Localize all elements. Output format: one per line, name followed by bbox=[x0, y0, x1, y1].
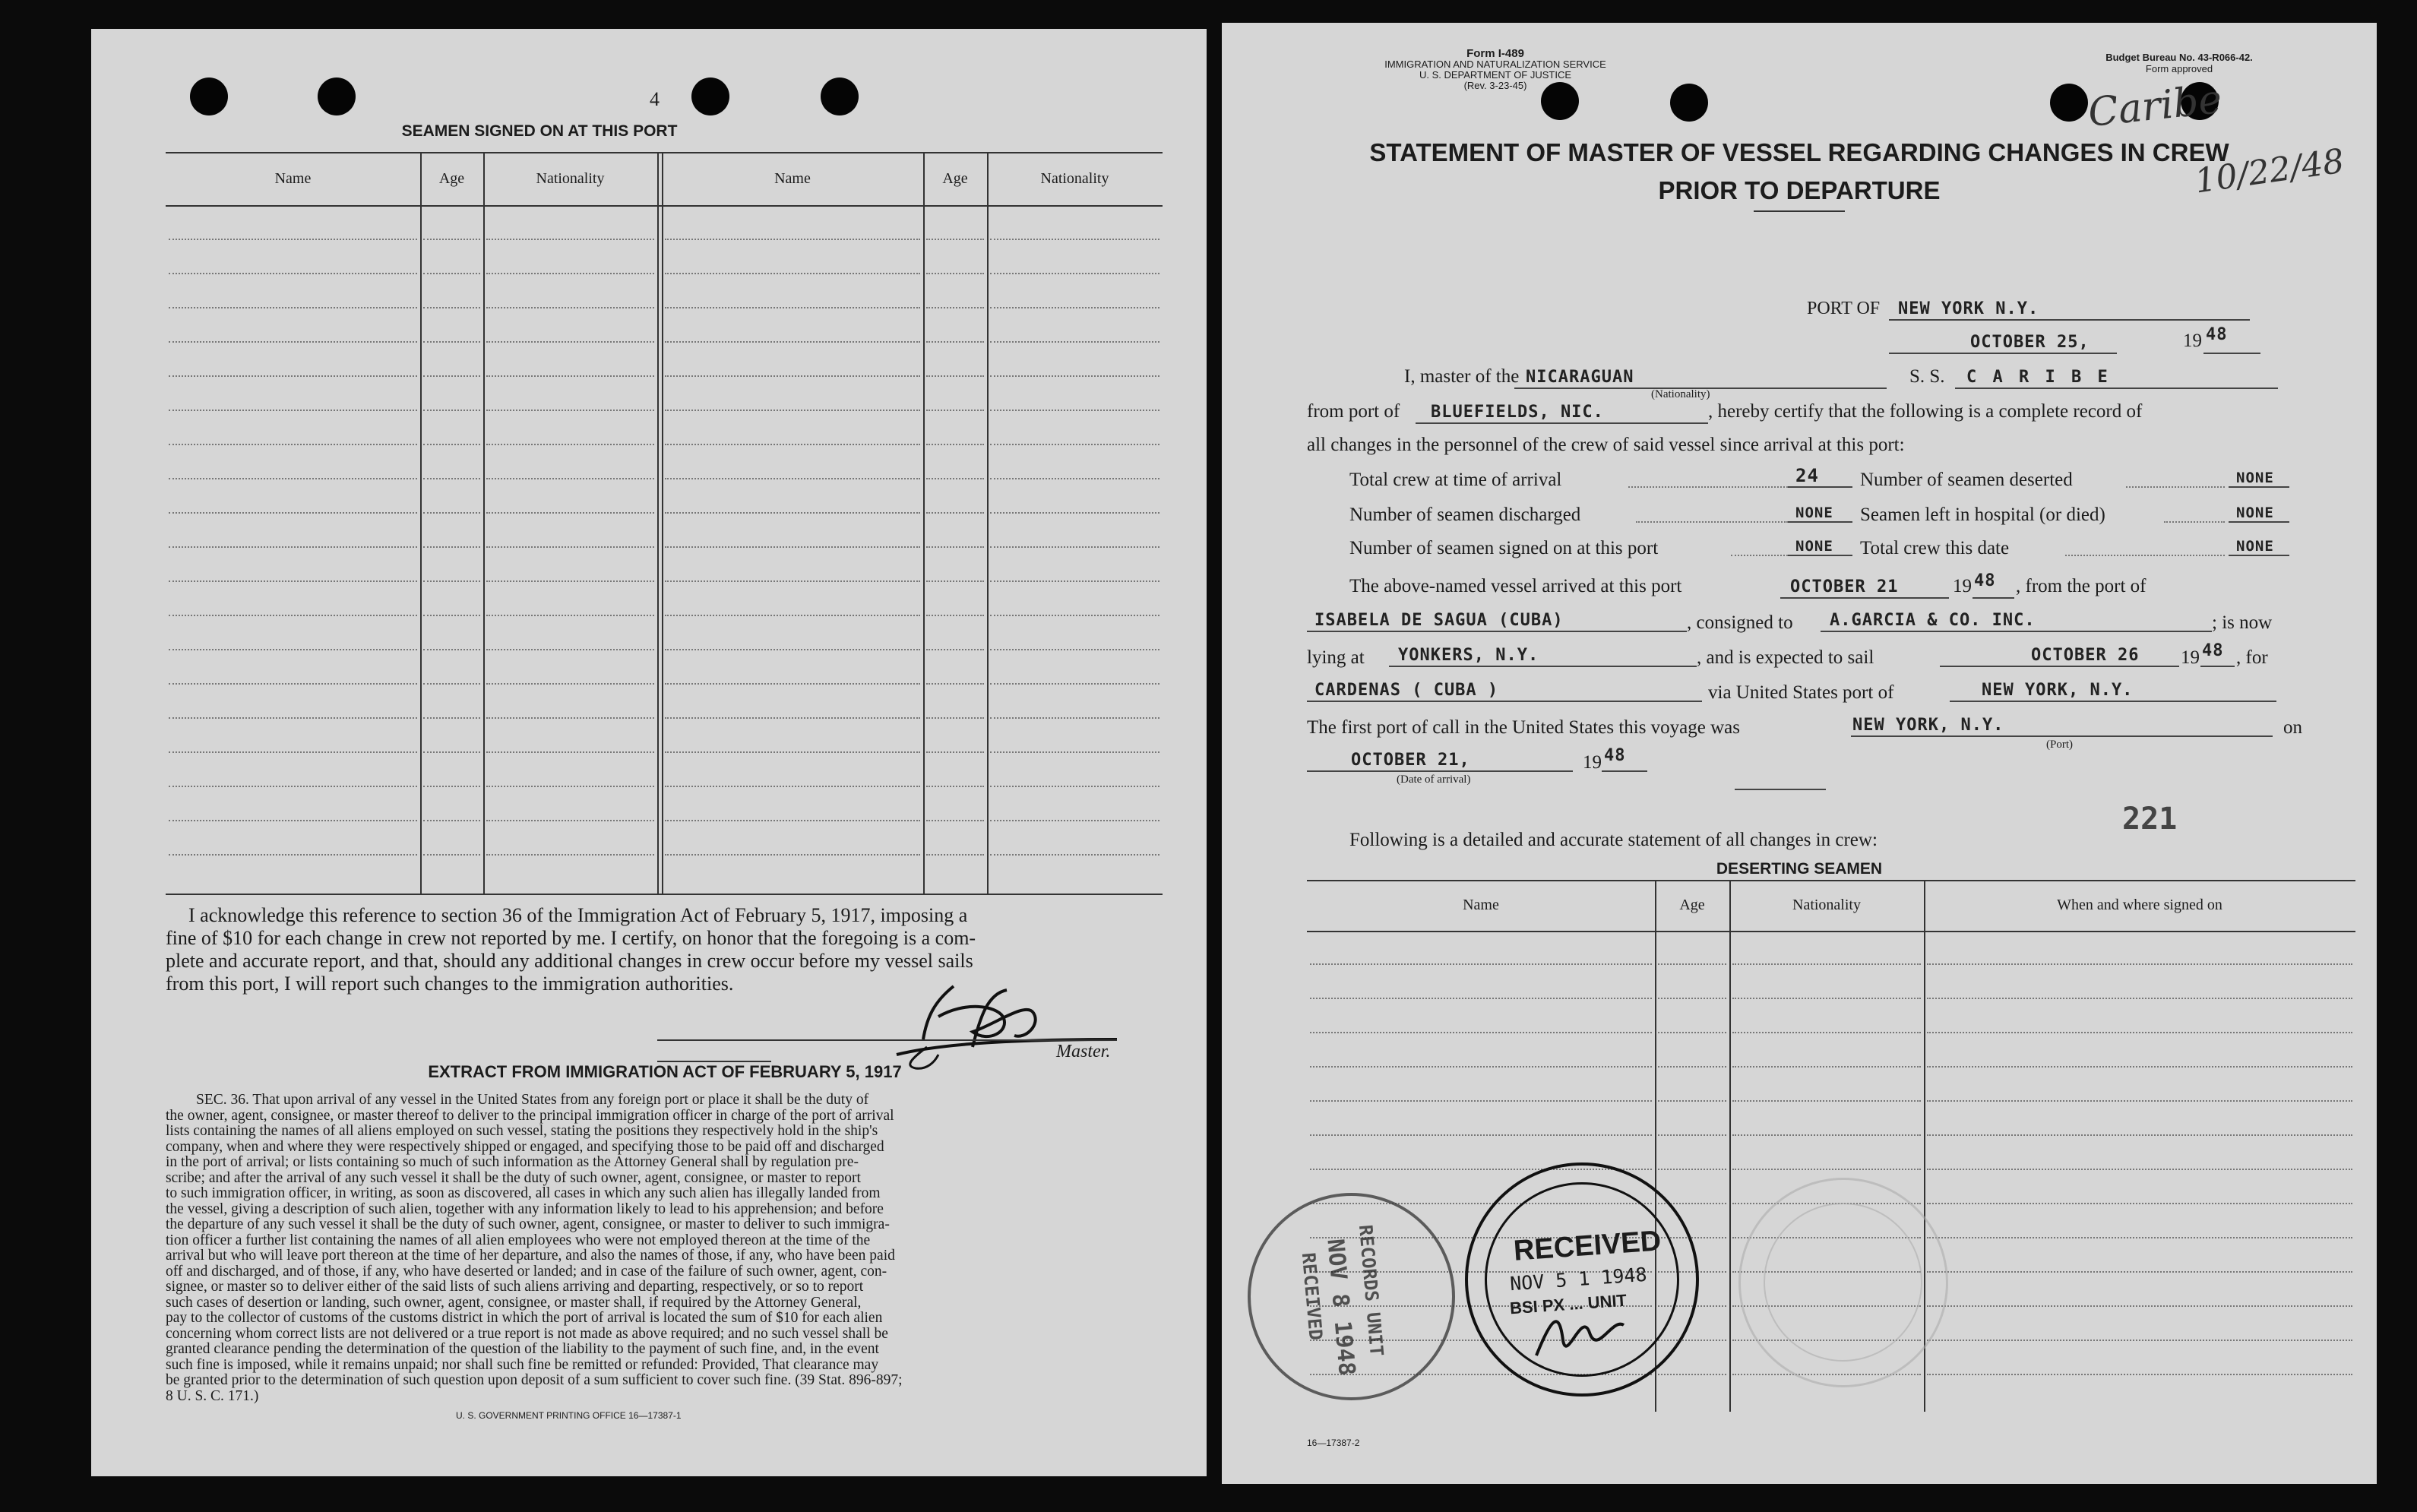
sail-value: OCTOBER 26 bbox=[2031, 646, 2140, 665]
table-row bbox=[486, 239, 654, 240]
table-row bbox=[990, 615, 1159, 616]
table-row bbox=[990, 307, 1159, 308]
nationality-caption: (Nationality) bbox=[1651, 388, 1710, 400]
table-row bbox=[665, 410, 920, 411]
table-row bbox=[169, 341, 417, 343]
table-row bbox=[926, 478, 984, 479]
table-row bbox=[926, 546, 984, 548]
extract-line: company, when and where they were respectively shipped or engaged, and specifying those to be paid off and discharged bbox=[166, 1138, 884, 1155]
table-row bbox=[1658, 1100, 1726, 1102]
first-port-value: NEW YORK, N.Y. bbox=[1852, 716, 2004, 735]
table-row bbox=[169, 751, 417, 753]
table-row bbox=[926, 239, 984, 240]
table-row bbox=[926, 786, 984, 787]
table-row bbox=[1732, 998, 1921, 999]
table-row bbox=[1927, 998, 2352, 999]
table-row bbox=[1927, 1305, 2352, 1307]
faint-stamp bbox=[1738, 1178, 1948, 1387]
extract-line: arrival but who will leave port thereon at the time of her departure, and also the names of those, if any, who have been paid bbox=[166, 1248, 895, 1264]
table-row bbox=[169, 375, 417, 377]
table-row bbox=[990, 786, 1159, 787]
table-row bbox=[169, 444, 417, 445]
form-title-2: PRIOR TO DEPARTURE bbox=[1658, 176, 1941, 204]
table-row bbox=[1658, 998, 1726, 999]
table-row bbox=[926, 717, 984, 719]
col-header-name: Name bbox=[274, 170, 312, 187]
records-stamp: RECORDS UNIT NOV 8 1948 RECEIVED bbox=[1248, 1193, 1455, 1400]
table-row bbox=[169, 649, 417, 650]
table-row bbox=[423, 751, 480, 753]
table-row bbox=[990, 546, 1159, 548]
table-row bbox=[665, 683, 920, 685]
table-row bbox=[1310, 1100, 1652, 1102]
stat-value: NONE bbox=[2236, 470, 2274, 486]
table-row bbox=[1927, 1169, 2352, 1170]
table-row bbox=[1310, 998, 1652, 999]
table-row bbox=[926, 273, 984, 274]
table-row bbox=[1310, 1032, 1652, 1033]
table-row bbox=[423, 410, 480, 411]
certify-text: , hereby certify that the following is a complete record of bbox=[1708, 401, 2143, 422]
table-row bbox=[665, 820, 920, 821]
consigned-label: , consigned to bbox=[1687, 612, 1793, 633]
extract-line: be granted prior to the determination of such question upon deposit of a sum sufficient to cover such fine. (39 Stat. 896-897; bbox=[166, 1372, 903, 1388]
date-caption: (Date of arrival) bbox=[1397, 773, 1471, 786]
table-row bbox=[1658, 1066, 1726, 1068]
table-row bbox=[926, 751, 984, 753]
table-row bbox=[1732, 1169, 1921, 1170]
arrived-label: The above-named vessel arrived at this port bbox=[1349, 576, 1682, 596]
table-row bbox=[990, 410, 1159, 411]
table-row bbox=[926, 410, 984, 411]
from-the-port-of: , from the port of bbox=[2016, 576, 2147, 596]
table-row bbox=[486, 854, 654, 856]
year-prefix: 19 bbox=[1583, 752, 1602, 773]
table-row bbox=[990, 683, 1159, 685]
stat-label: Number of seamen discharged bbox=[1349, 505, 1581, 525]
table-row bbox=[1927, 1374, 2352, 1375]
certify-text-2: all changes in the personnel of the crew of said vessel since arrival at this port: bbox=[1307, 435, 1905, 455]
table-row bbox=[486, 375, 654, 377]
is-now: ; is now bbox=[2212, 612, 2273, 633]
table-row bbox=[990, 854, 1159, 856]
master-of-label: I, master of the bbox=[1404, 366, 1520, 387]
table-row bbox=[169, 512, 417, 514]
table-row bbox=[665, 239, 920, 240]
table-row bbox=[486, 341, 654, 343]
table-row bbox=[486, 751, 654, 753]
year-prefix: 19 bbox=[2183, 331, 2202, 351]
arrived-year: 48 bbox=[1974, 571, 1996, 590]
table-row bbox=[1732, 1100, 1921, 1102]
extract-line: SEC. 36. That upon arrival of any vessel in the United States from any foreign port or place it shall be the duty of bbox=[196, 1092, 869, 1108]
punch-hole bbox=[2050, 84, 2088, 122]
table-row bbox=[1658, 1169, 1726, 1170]
first-port-label: The first port of call in the United States this voyage was bbox=[1307, 717, 1741, 738]
arrived-value: OCTOBER 21 bbox=[1790, 577, 1899, 596]
table-row bbox=[486, 649, 654, 650]
ship-value: C A R I B E bbox=[1966, 368, 2111, 387]
table-row bbox=[169, 273, 417, 274]
extract-line: the departure of any such vessel it shall be the duty of such owner, agent, consignee, or master to deliver to such immigra- bbox=[166, 1216, 890, 1232]
table-row bbox=[990, 273, 1159, 274]
table-row bbox=[926, 854, 984, 856]
table-row bbox=[1927, 1271, 2352, 1273]
extract-line: such cases of desertion or landing, such owner, agent, consignee, or master shall, if required by the Attorney General, bbox=[166, 1294, 862, 1311]
table-row bbox=[423, 444, 480, 445]
table-row bbox=[926, 580, 984, 582]
table-row bbox=[423, 683, 480, 685]
first-date-year: 48 bbox=[1604, 746, 1626, 765]
page-number: 4 bbox=[650, 88, 660, 110]
table-row bbox=[665, 341, 920, 343]
ss-label: S. S. bbox=[1909, 366, 1945, 387]
punch-hole bbox=[1670, 84, 1708, 122]
table-row bbox=[665, 546, 920, 548]
date-value: OCTOBER 25, bbox=[1970, 333, 2090, 352]
table-row bbox=[486, 273, 654, 274]
expected-label: , and is expected to sail bbox=[1697, 647, 1874, 668]
table-row bbox=[423, 478, 480, 479]
table-row bbox=[665, 717, 920, 719]
table-row bbox=[665, 649, 920, 650]
handwritten-note: Caribe bbox=[2086, 76, 2224, 137]
first-date-value: OCTOBER 21, bbox=[1351, 751, 1470, 770]
extract-line: pay to the collector of customs of the customs district in which the port of arrival is located the sum of $10 for each alien bbox=[166, 1310, 883, 1326]
extract-text bbox=[166, 1093, 1169, 1404]
punch-hole bbox=[821, 77, 859, 115]
table-row bbox=[1310, 963, 1652, 965]
extract-line: such fine is imposed, while it remains unpaid; nor shall such fine be remitted or refunded: Provided, That clearance may bbox=[166, 1356, 879, 1373]
extract-line: 8 U. S. C. 171.) bbox=[166, 1387, 259, 1404]
stat-label: Number of seamen deserted bbox=[1860, 470, 2073, 490]
col-header-age: Age bbox=[438, 170, 465, 187]
table-row bbox=[423, 341, 480, 343]
punch-hole bbox=[318, 77, 356, 115]
table-row bbox=[990, 341, 1159, 343]
table-row bbox=[990, 751, 1159, 753]
stat-label: Number of seamen signed on at this port bbox=[1349, 538, 1659, 558]
table-row bbox=[486, 683, 654, 685]
port-value: NEW YORK N.Y. bbox=[1898, 299, 2039, 318]
table-row bbox=[1927, 1237, 2352, 1238]
from-port-label: from port of bbox=[1307, 401, 1400, 422]
extract-line: off and discharged, and of those, if any, who have deserted or landed; and in case of the failure of such owner, agent, con- bbox=[166, 1263, 887, 1280]
table-row bbox=[1927, 1066, 2352, 1068]
table-row bbox=[926, 683, 984, 685]
extract-title: EXTRACT FROM IMMIGRATION ACT OF FEBRUARY 5, 1917 bbox=[428, 1062, 902, 1081]
extract-line: concerning whom correct lists are not delivered or a true report is not made as above required; and no such vessel shall be bbox=[166, 1325, 888, 1342]
extract-line: the vessel, giving a description of such alien, together with any information likely to lead to his apprehension; and before bbox=[166, 1200, 884, 1217]
table-row bbox=[423, 375, 480, 377]
destination-value: CARDENAS ( CUBA ) bbox=[1314, 681, 1499, 700]
col-header-nationality: Nationality bbox=[1792, 897, 1861, 913]
col-header-name: Name bbox=[774, 170, 811, 187]
origin-value: ISABELA DE SAGUA (CUBA) bbox=[1314, 611, 1564, 630]
table-row bbox=[486, 478, 654, 479]
col-header-nationality: Nationality bbox=[1040, 170, 1109, 187]
printer-line: 16—17387-2 bbox=[1307, 1438, 1360, 1448]
table-row bbox=[169, 580, 417, 582]
table-row bbox=[423, 546, 480, 548]
table-row bbox=[169, 683, 417, 685]
table-row bbox=[1732, 1032, 1921, 1033]
col-header-age: Age bbox=[1679, 897, 1705, 913]
table-row bbox=[486, 820, 654, 821]
deserting-title: DESERTING SEAMEN bbox=[1716, 860, 1883, 878]
table-row bbox=[423, 854, 480, 856]
table-row bbox=[486, 410, 654, 411]
year-prefix: 19 bbox=[2181, 647, 2200, 668]
punch-hole bbox=[190, 77, 228, 115]
table-row bbox=[486, 307, 654, 308]
table-row bbox=[423, 649, 480, 650]
table-row bbox=[423, 273, 480, 274]
table-row bbox=[486, 512, 654, 514]
port-caption: (Port) bbox=[2046, 739, 2073, 751]
form-title: STATEMENT OF MASTER OF VESSEL REGARDING CHANGES IN CREW bbox=[1369, 138, 2229, 166]
stamp-number: 221 bbox=[2122, 802, 2178, 837]
table-row bbox=[423, 580, 480, 582]
table-row bbox=[1927, 1340, 2352, 1341]
table-row bbox=[1927, 1032, 2352, 1033]
extract-line: signee, or master so to deliver either of the said lists of such aliens arriving and departing, respectively, or so to report bbox=[166, 1279, 864, 1295]
col-header-nationality: Nationality bbox=[536, 170, 605, 187]
table-row bbox=[990, 649, 1159, 650]
stat-value: 24 bbox=[1795, 465, 1819, 486]
stat-label: Total crew at time of arrival bbox=[1349, 470, 1562, 490]
table-row bbox=[665, 854, 920, 856]
table-row bbox=[990, 820, 1159, 821]
table-row bbox=[665, 273, 920, 274]
budget-bureau: Budget Bureau No. 43-R066-42. Form approved bbox=[2105, 52, 2253, 74]
table-row bbox=[423, 239, 480, 240]
year-prefix: 19 bbox=[1953, 576, 1972, 596]
col-header-name: Name bbox=[1463, 897, 1499, 913]
table-row bbox=[486, 444, 654, 445]
table-row bbox=[926, 444, 984, 445]
table-row bbox=[665, 580, 920, 582]
table-row bbox=[665, 307, 920, 308]
table-row bbox=[1732, 963, 1921, 965]
col-header-age: Age bbox=[942, 170, 968, 187]
extract-line: the owner, agent, consignee, or master thereof to deliver to the principal immigration officer in charge of the port of arrival bbox=[166, 1107, 894, 1124]
table-row bbox=[169, 820, 417, 821]
table-row bbox=[486, 615, 654, 616]
table-row bbox=[423, 820, 480, 821]
table-row bbox=[486, 580, 654, 582]
extract-line: to such immigration officer, in writing, as soon as discovered, all cases in which any such alien has illegally landed from bbox=[166, 1185, 881, 1201]
table-row bbox=[926, 820, 984, 821]
lying-label: lying at bbox=[1307, 647, 1365, 668]
acknowledgment-line: from this port, I will report such changes to the immigration authorities. bbox=[166, 973, 734, 995]
table-row bbox=[169, 854, 417, 856]
via-value: NEW YORK, N.Y. bbox=[1982, 681, 2134, 700]
extract-line: scribe; and after the arrival of any such vessel it shall be the duty of such owner, agent, consignee, or master to report bbox=[166, 1169, 861, 1186]
table-row bbox=[665, 751, 920, 753]
table-row bbox=[1658, 1374, 1726, 1375]
year-value: 48 bbox=[2206, 325, 2228, 344]
table-row bbox=[926, 341, 984, 343]
table-row bbox=[926, 375, 984, 377]
table-row bbox=[665, 786, 920, 787]
table-row bbox=[926, 512, 984, 514]
table-row bbox=[665, 478, 920, 479]
lying-value: YONKERS, N.Y. bbox=[1398, 646, 1539, 665]
on-label: on bbox=[2283, 717, 2302, 738]
table-row bbox=[169, 546, 417, 548]
punch-hole bbox=[691, 77, 729, 115]
acknowledgment-line: fine of $10 for each change in crew not reported by me. I certify, on honor that the foregoing is a com- bbox=[166, 927, 976, 949]
table-row bbox=[486, 717, 654, 719]
table-row bbox=[990, 512, 1159, 514]
table-row bbox=[169, 786, 417, 787]
extract-line: granted clearance pending the determination of the question of the liability to the payment of such fine, and, in the event bbox=[166, 1341, 879, 1357]
table-row bbox=[169, 239, 417, 240]
table-row bbox=[1310, 1134, 1652, 1136]
right-page bbox=[1222, 23, 2377, 1484]
table-row bbox=[1658, 1134, 1726, 1136]
table-row bbox=[1927, 1134, 2352, 1136]
following-text: Following is a detailed and accurate statement of all changes in crew: bbox=[1349, 830, 1878, 850]
table-row bbox=[169, 615, 417, 616]
table-row bbox=[926, 615, 984, 616]
stat-value: NONE bbox=[2236, 538, 2274, 555]
port-label: PORT OF bbox=[1807, 299, 1881, 318]
table-row bbox=[486, 546, 654, 548]
table-row bbox=[665, 375, 920, 377]
left-page bbox=[91, 29, 1207, 1476]
table-row bbox=[1927, 1203, 2352, 1204]
table-row bbox=[990, 580, 1159, 582]
table-row bbox=[926, 307, 984, 308]
table-row bbox=[1658, 963, 1726, 965]
consignee-value: A.GARCIA & CO. INC. bbox=[1830, 611, 2036, 630]
table-row bbox=[990, 717, 1159, 719]
table-row bbox=[990, 444, 1159, 445]
table-row bbox=[926, 649, 984, 650]
table-row bbox=[1927, 1100, 2352, 1102]
from-port-value: BLUEFIELDS, NIC. bbox=[1431, 403, 1604, 422]
table-row bbox=[423, 786, 480, 787]
printer-line: U. S. GOVERNMENT PRINTING OFFICE 16—17387-1 bbox=[456, 1410, 682, 1421]
form-header: Form I-489 IMMIGRATION AND NATURALIZATION SERVICE U. S. DEPARTMENT OF JUSTICE (Rev. 3-23-45) bbox=[1384, 47, 1606, 91]
received-stamp: RECEIVED NOV 5 1 1948 BSI PX ... UNIT bbox=[1465, 1162, 1699, 1397]
table-row bbox=[169, 410, 417, 411]
table-row bbox=[169, 717, 417, 719]
table-row bbox=[1732, 1134, 1921, 1136]
extract-line: lists containing the names of all aliens employed on such vessel, stating the positions they respectively hold in the ship's bbox=[166, 1123, 878, 1139]
table-row bbox=[1658, 1032, 1726, 1033]
for-label: , for bbox=[2236, 647, 2268, 668]
acknowledgment-line: plete and accurate report, and that, should any additional changes in crew occur before my vessel sails bbox=[166, 950, 973, 972]
table-row bbox=[665, 615, 920, 616]
table-row bbox=[990, 375, 1159, 377]
sail-year: 48 bbox=[2202, 641, 2224, 660]
table-row bbox=[665, 444, 920, 445]
table-row bbox=[486, 786, 654, 787]
stat-label: Seamen left in hospital (or died) bbox=[1860, 505, 2105, 525]
master-label: Master. bbox=[1056, 1042, 1111, 1061]
table-row bbox=[1310, 1066, 1652, 1068]
extract-line: in the port of arrival; or lists containing so much of such information as the Attorney General shall by regulation pre- bbox=[166, 1154, 859, 1170]
col-header-signed-on: When and where signed on bbox=[2057, 897, 2222, 913]
stat-value: NONE bbox=[2236, 505, 2274, 521]
table-row bbox=[423, 615, 480, 616]
stat-value: NONE bbox=[1795, 538, 1833, 555]
table-row bbox=[169, 307, 417, 308]
table-row bbox=[665, 512, 920, 514]
table-row bbox=[1732, 1066, 1921, 1068]
table-row bbox=[423, 307, 480, 308]
table-row bbox=[990, 478, 1159, 479]
table-row bbox=[169, 478, 417, 479]
stat-value: NONE bbox=[1795, 505, 1833, 521]
table-row bbox=[990, 239, 1159, 240]
via-label: via United States port of bbox=[1708, 682, 1894, 703]
table-row bbox=[423, 717, 480, 719]
stat-label: Total crew this date bbox=[1860, 538, 2010, 558]
table-row bbox=[1927, 963, 2352, 965]
nationality-value: NICARAGUAN bbox=[1526, 368, 1634, 387]
acknowledgment-line: I acknowledge this reference to section 36 of the Immigration Act of February 5, 1917, imposing a bbox=[188, 904, 968, 926]
handwritten-date: 10/22/48 bbox=[2192, 141, 2347, 201]
extract-line: tion officer a further list containing the names of all alien employees who were not employed thereon at the time of the bbox=[166, 1232, 871, 1248]
initials-signature bbox=[1529, 1302, 1635, 1371]
table-row bbox=[423, 512, 480, 514]
section-title: SEAMEN SIGNED ON AT THIS PORT bbox=[401, 122, 678, 140]
